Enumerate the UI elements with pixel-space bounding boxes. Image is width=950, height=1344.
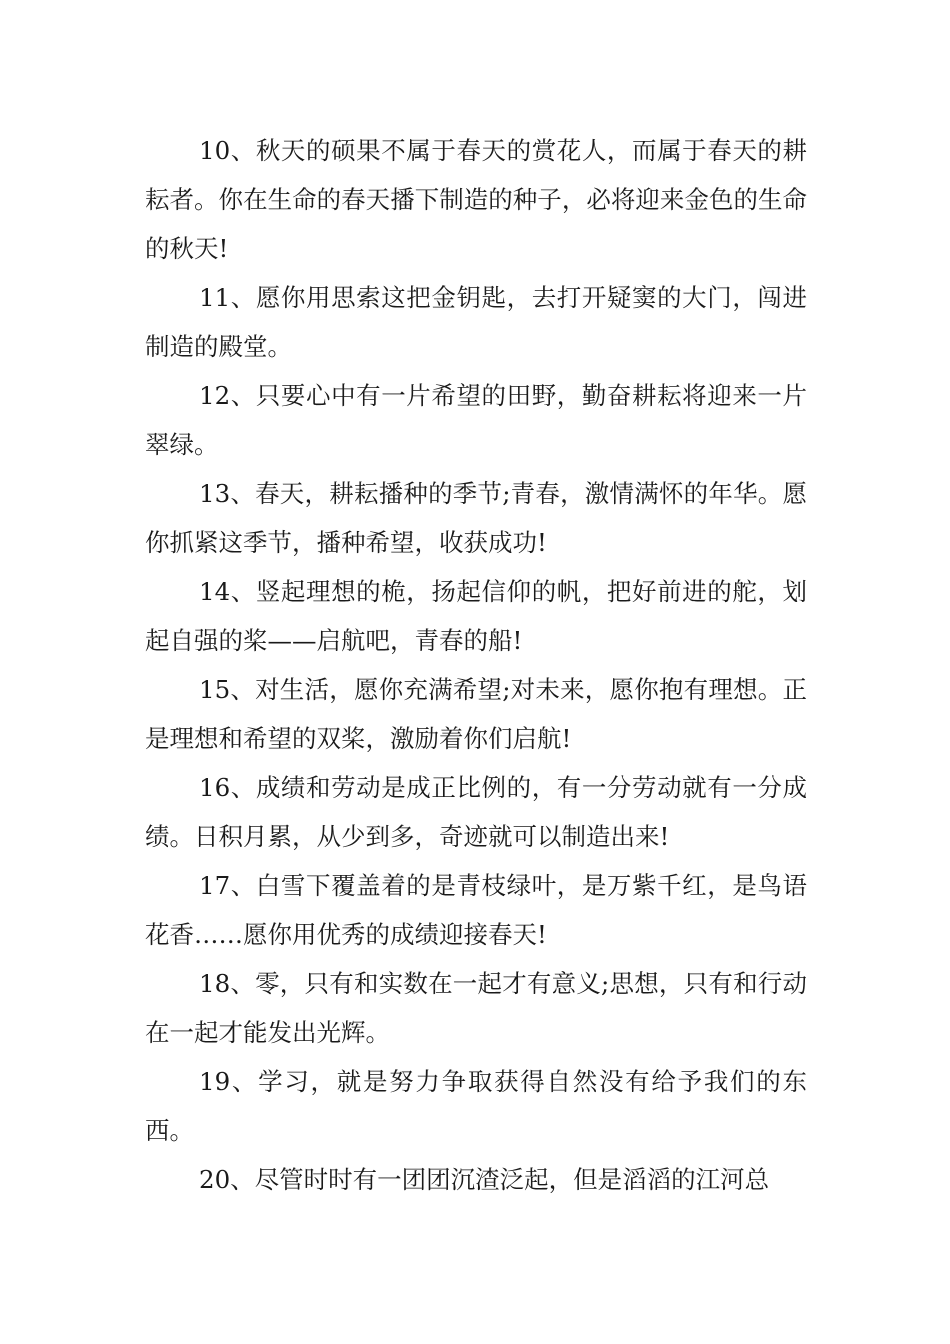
paragraph-17: 17、白雪下覆盖着的是青枝绿叶，是万紫千红，是鸟语花香……愿你用优秀的成绩迎接春天!: [145, 871, 807, 949]
paragraph-10: 10、秋天的硕果不属于春天的赏花人，而属于春天的耕耘者。你在生命的春天播下制造的种子，必将迎来金色的生命的秋天!: [145, 136, 807, 263]
paragraph-16: 16、成绩和劳动是成正比例的，有一分劳动就有一分成绩。日积月累，从少到多，奇迹就可以制造出来!: [145, 773, 807, 851]
paragraph-11: 11、愿你用思索这把金钥匙，去打开疑窦的大门，闯进制造的殿堂。: [145, 283, 807, 361]
document-body: [145, 126, 807, 1204]
paragraph-20: 20、尽管时时有一团团沉渣泛起，但是滔滔的江河总: [199, 1165, 770, 1194]
paragraph-19: 19、学习，就是努力争取获得自然没有给予我们的东西。: [145, 1067, 807, 1145]
paragraph-12: 12、只要心中有一片希望的田野，勤奋耕耘将迎来一片翠绿。: [145, 381, 807, 459]
paragraph-14: 14、竖起理想的桅，扬起信仰的帆，把好前进的舵，划起自强的桨——启航吧，青春的船!: [145, 577, 807, 655]
paragraph-13: 13、春天，耕耘播种的季节;青春，激情满怀的年华。愿你抓紧这季节，播种希望，收获成功!: [145, 479, 807, 557]
paragraph-15: 15、对生活，愿你充满希望;对未来，愿你抱有理想。正是理想和希望的双桨，激励着你们启航!: [145, 675, 807, 753]
paragraph-18: 18、零，只有和实数在一起才有意义;思想，只有和行动在一起才能发出光辉。: [145, 969, 807, 1047]
